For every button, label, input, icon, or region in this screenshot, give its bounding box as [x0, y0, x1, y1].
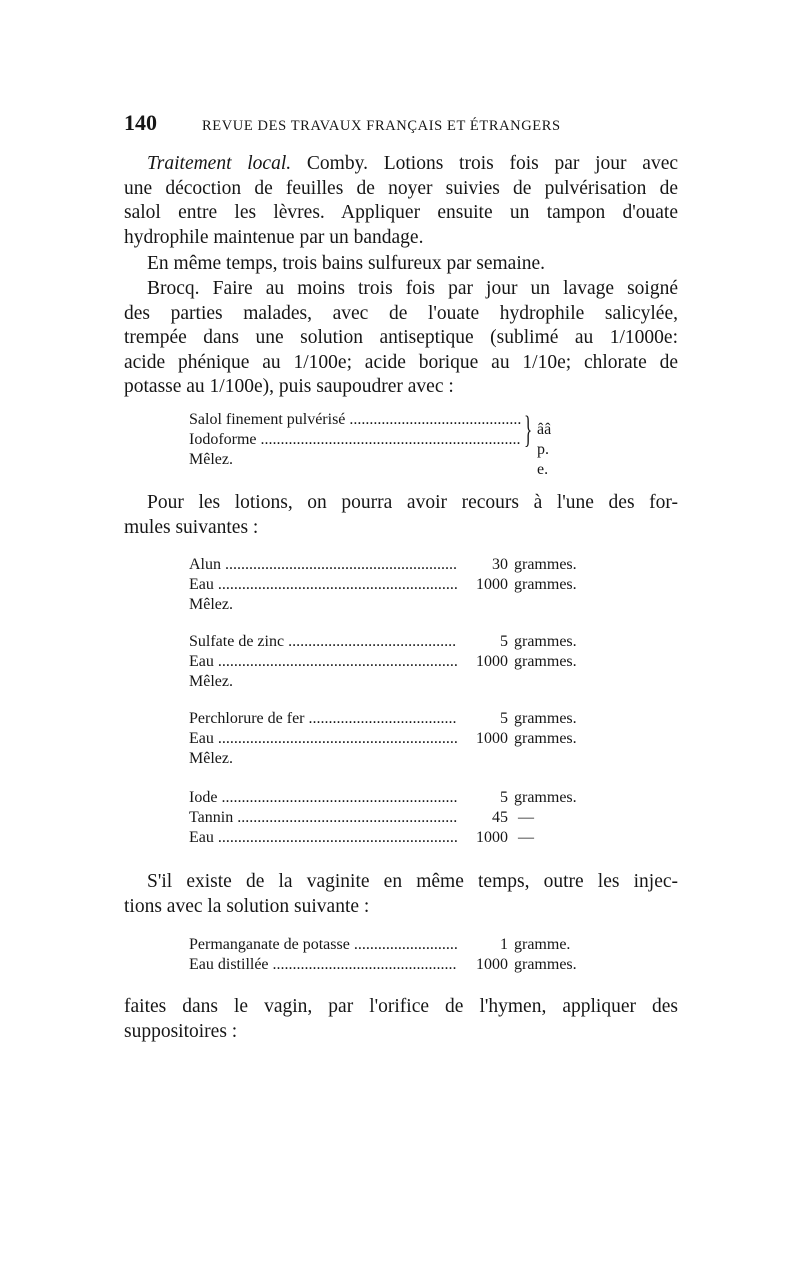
text-line: S'il existe de la vaginite en même temps, outre les injec-	[147, 871, 678, 892]
ingredient-name: Tannin .....	[189, 808, 457, 828]
text-line: Pour les lotions, on pourra avoir recours à l'une des for-	[147, 492, 678, 513]
section-heading: Traitement local.	[147, 153, 292, 174]
paragraph-traitement	[124, 152, 678, 250]
text-line: salol entre les lèvres. Appliquer ensuite un tampon d'ouate	[124, 202, 678, 224]
unit: grammes.	[514, 956, 577, 973]
ingredient-name: Eau .....	[189, 652, 457, 672]
unit: grammes.	[514, 730, 577, 747]
ingredient-name: Sulfate de zinc .....	[189, 632, 457, 652]
text-line: une décoction de feuilles de noyer suivies de pulvérisation de	[124, 177, 678, 199]
quantity: 1000	[476, 956, 508, 973]
text-line: des parties malades, avec de l'ouate hydrophile salicylée,	[124, 302, 678, 324]
melez-label: Mêlez.	[189, 673, 233, 690]
formula-row	[189, 632, 577, 652]
brace-label: ââ p. e.	[537, 421, 552, 478]
unit: grammes.	[514, 576, 577, 593]
unit: —	[518, 829, 534, 846]
ingredient-name: Alun .....	[189, 555, 457, 575]
quantity: 5	[500, 710, 508, 727]
formula-salol	[189, 409, 552, 478]
text-line: potasse au 1/100e), puis saupoudrer avec :	[124, 376, 454, 398]
quantity: 30	[492, 556, 508, 573]
ingredient-name: Eau .....	[189, 729, 457, 749]
formula-row	[189, 555, 577, 575]
formula-alun	[189, 555, 577, 615]
curly-brace: }	[524, 409, 533, 451]
unit: grammes.	[514, 633, 577, 650]
ingredient-name: Eau .....	[189, 575, 457, 595]
formula-row	[189, 575, 577, 595]
quantity: 5	[500, 633, 508, 650]
text-line: suppositoires :	[124, 1020, 238, 1042]
quantity: 1000	[476, 653, 508, 670]
paragraph-bains	[124, 252, 678, 277]
quantity: 1	[500, 936, 508, 953]
formula-fer	[189, 709, 577, 769]
melez-label: Mêlez.	[189, 451, 233, 468]
text-line: hydrophile maintenue par un bandage.	[124, 226, 424, 248]
ingredient-name: Salol finement pulvérisé .....	[189, 410, 521, 430]
unit: grammes.	[514, 556, 577, 573]
paragraph-brocq	[124, 277, 678, 400]
ingredient-name: Perchlorure de fer .....	[189, 709, 457, 729]
melez-label: Mêlez.	[189, 596, 233, 613]
text-line: En même temps, trois bains sulfureux par semaine.	[147, 253, 546, 274]
unit: grammes.	[514, 789, 577, 806]
text-line: mules suivantes :	[124, 516, 259, 538]
ingredient-name: Iodoforme .....	[189, 430, 521, 450]
unit: grammes.	[514, 653, 577, 670]
formula-row	[189, 652, 577, 672]
quantity: 1000	[476, 730, 508, 747]
formula-zinc	[189, 632, 577, 692]
unit: —	[518, 809, 534, 826]
running-head: REVUE DES TRAVAUX FRANÇAIS ET ÉTRANGERS	[202, 118, 561, 134]
quantity: 1000	[476, 829, 508, 846]
ingredient-name: Iode .....	[189, 788, 457, 808]
unit: gramme.	[514, 936, 571, 953]
paragraph-vaginite	[124, 870, 678, 919]
text-line: tions avec la solution suivante :	[124, 895, 370, 917]
ingredient-name: Eau .....	[189, 828, 457, 848]
quantity: 45	[492, 809, 508, 826]
paragraph-faites	[124, 995, 678, 1044]
text-line: trempée dans une solution antiseptique (sublimé au 1/1000e:	[124, 327, 678, 349]
ingredient-name: Permanganate de potasse .....	[189, 935, 457, 955]
text-line: Comby. Lotions trois fois par jour avec	[306, 153, 679, 174]
paragraph-lotions	[124, 491, 678, 540]
melez-label: Mêlez.	[189, 750, 233, 767]
text-line: faites dans le vagin, par l'orifice de l'hymen, appliquer des	[124, 996, 678, 1017]
text-line: Brocq. Faire au moins trois fois par jour un lavage soigné	[147, 278, 678, 299]
ingredient-name: Eau distillée .....	[189, 955, 457, 975]
text-line: acide phénique au 1/100e; acide borique au 1/10e; chlorate de	[124, 351, 678, 373]
formula-row	[189, 709, 577, 729]
quantity: 1000	[476, 576, 508, 593]
formula-row	[189, 729, 577, 749]
page-header	[124, 110, 610, 150]
unit: grammes.	[514, 710, 577, 727]
page-number: 140	[124, 110, 157, 135]
quantity: 5	[500, 789, 508, 806]
